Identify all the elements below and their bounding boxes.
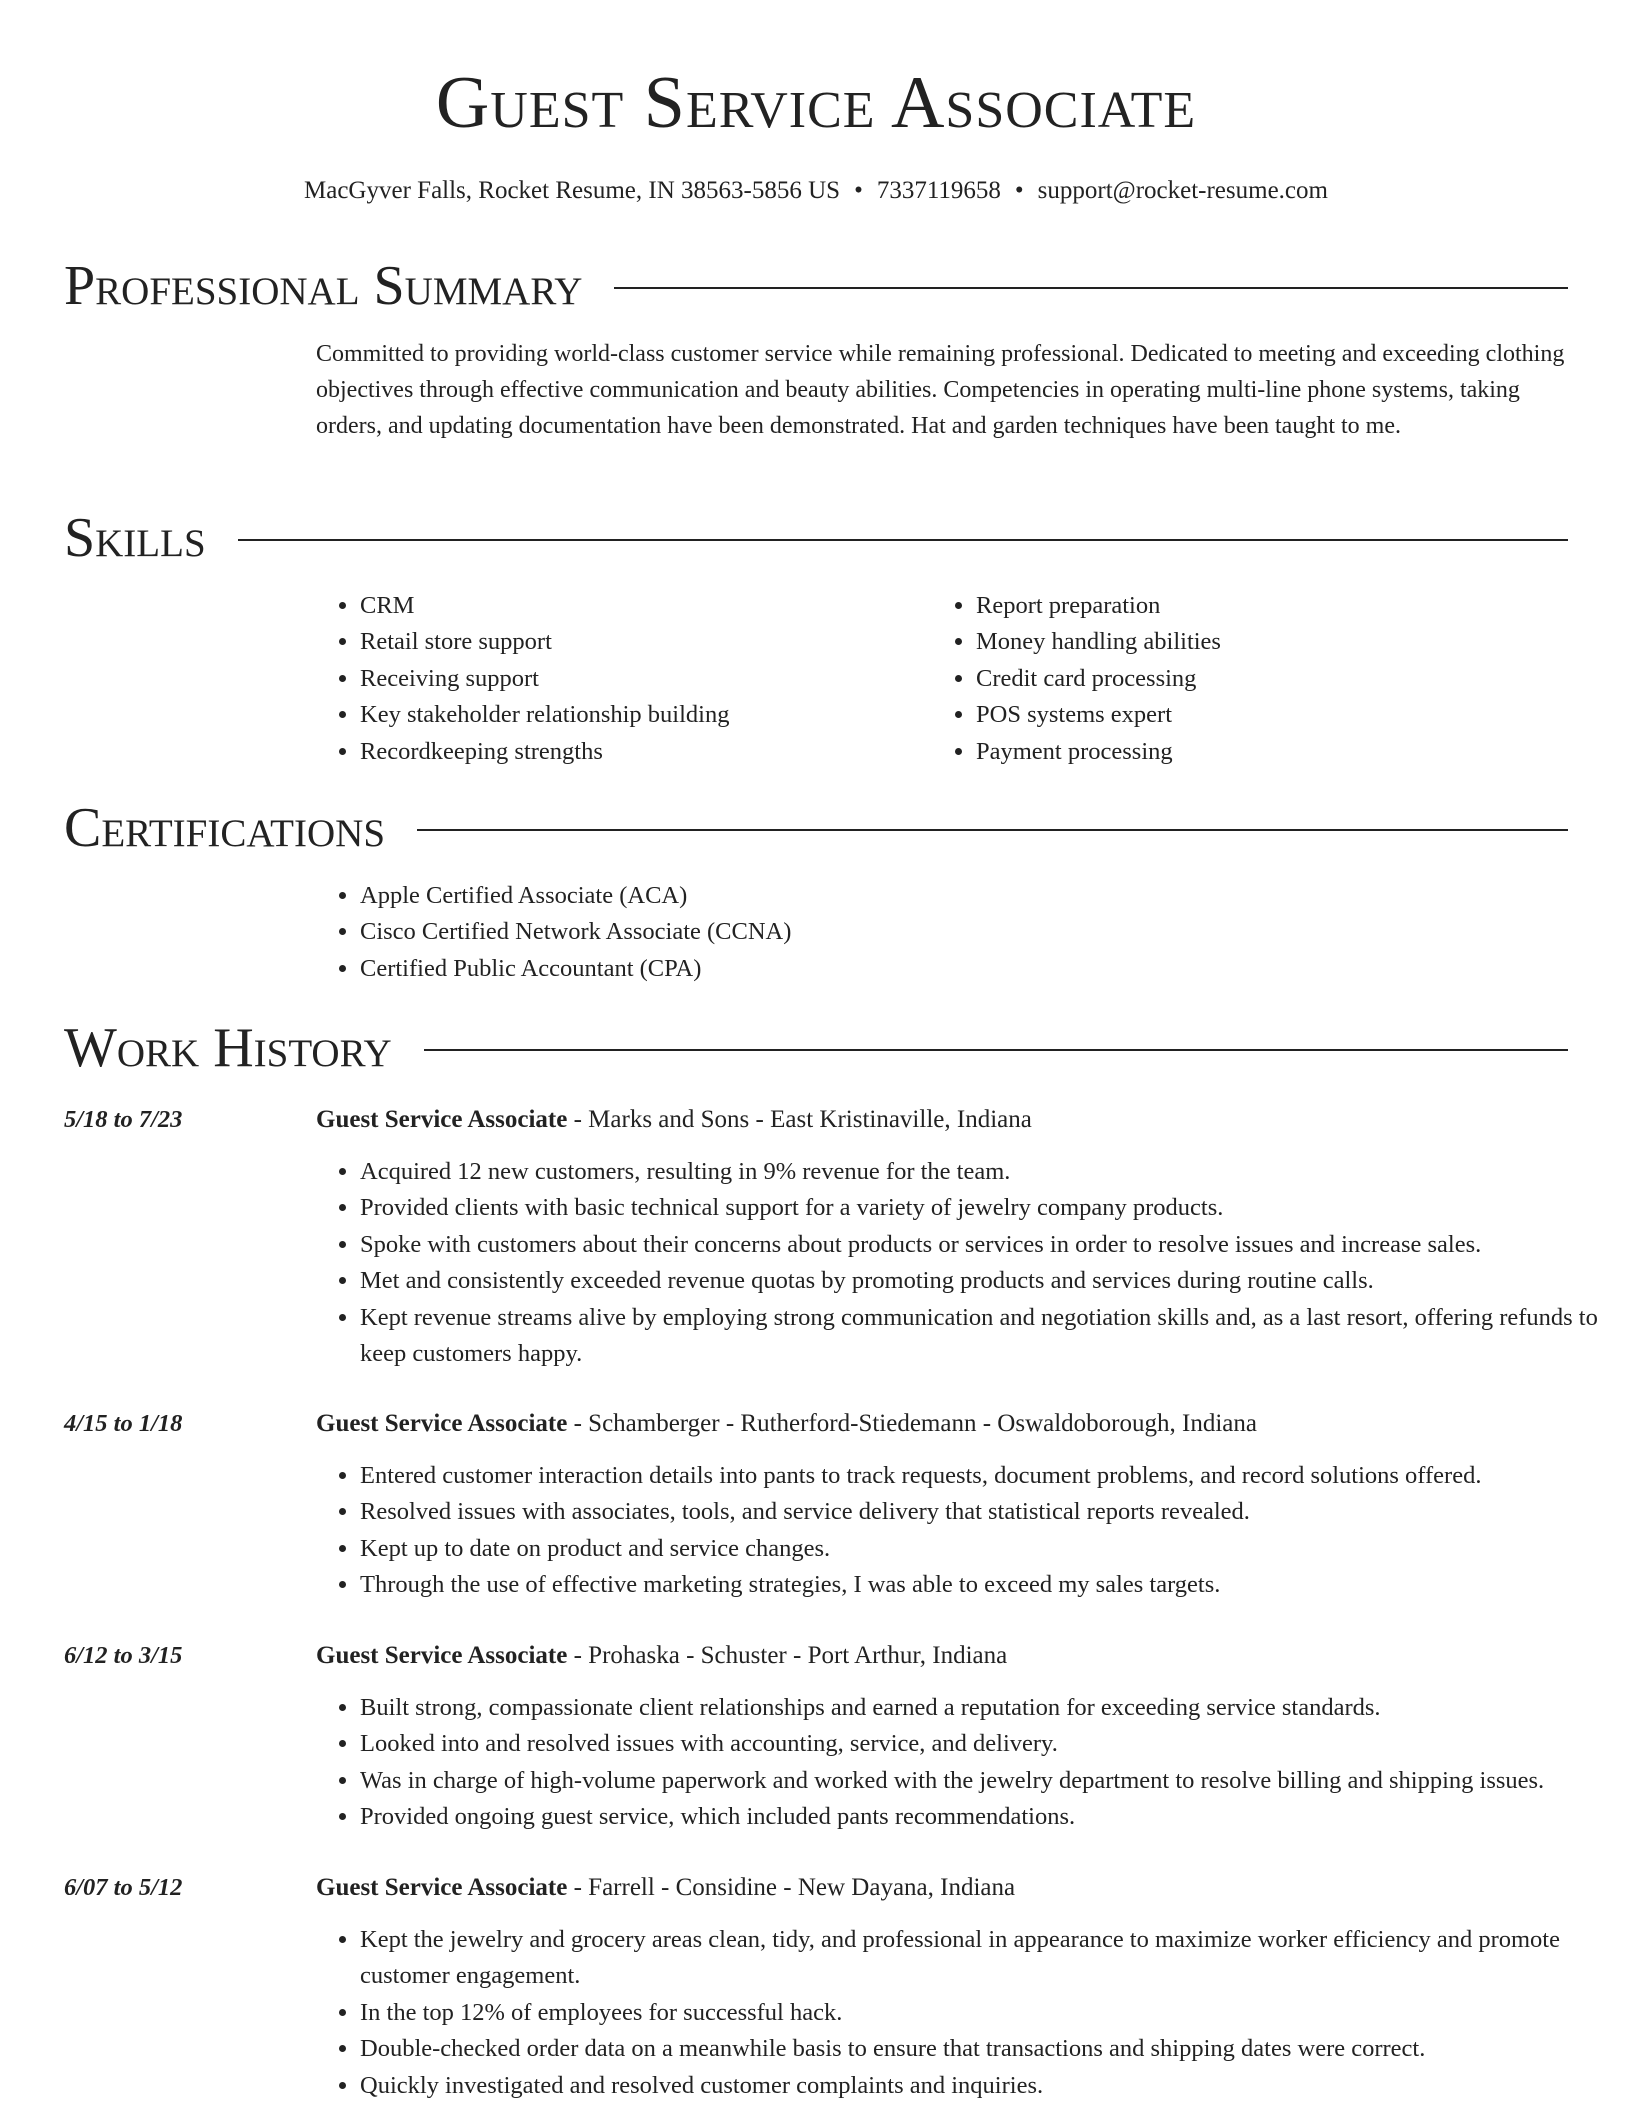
skills-list-right bbox=[932, 588, 1492, 770]
job-bullet: • Met and consistently exceeded revenue quotas by promoting products and services during routine calls. bbox=[360, 1263, 1604, 1299]
summary-section-header bbox=[64, 254, 1568, 318]
skill-item: • Receiving support bbox=[360, 661, 876, 697]
job-title: Guest Service Associate bbox=[316, 1874, 568, 1901]
job-title-line bbox=[316, 1102, 1032, 1138]
job-title: Guest Service Associate bbox=[316, 1410, 568, 1437]
skill-item: • Payment processing bbox=[976, 734, 1492, 770]
contact-address: MacGyver Falls, Rocket Resume, IN 38563-5856 US bbox=[304, 177, 841, 204]
job-bullet: • Quickly investigated and resolved customer complaints and inquiries. bbox=[360, 2068, 1604, 2104]
skill-item: • Credit card processing bbox=[976, 661, 1492, 697]
contact-separator: • bbox=[854, 177, 863, 204]
skills-column-right bbox=[932, 588, 1492, 770]
section-title-skills: Skills bbox=[64, 507, 206, 569]
job-bullet: • Through the use of effective marketing strategies, I was able to exceed my sales targets. bbox=[360, 1567, 1604, 1603]
section-title-work-history: Work History bbox=[64, 1017, 392, 1079]
job-title: Guest Service Associate bbox=[316, 1106, 568, 1133]
certifications-bullets bbox=[316, 878, 1216, 987]
summary-text: Committed to providing world-class customer service while remaining professional. Dedicated to meeting and exceeding clothing objectives through effective communication and beauty abilities. Competencies in operating multi-line phone systems, taking orders, and updating documentation have been demonstrated. Hat and garden techniques have been taught to me. bbox=[316, 341, 1565, 439]
certifications-list bbox=[316, 878, 1216, 987]
job-dates: 4/15 to 1/18 bbox=[64, 1410, 183, 1437]
skills-section-header bbox=[64, 506, 1568, 570]
skill-item: • Key stakeholder relationship building bbox=[360, 697, 876, 733]
skill-item: • Money handling abilities bbox=[976, 624, 1492, 660]
job-bullet: • Kept the jewelry and grocery areas clean, tidy, and professional in appearance to maximize worker efficiency and promote customer engagement. bbox=[360, 1922, 1604, 1995]
skills-column-left bbox=[316, 588, 876, 770]
job-title: Guest Service Associate bbox=[316, 1642, 568, 1669]
job-bullets bbox=[316, 1458, 1604, 1604]
contact-email: support@rocket-resume.com bbox=[1037, 177, 1328, 204]
job-dates: 6/12 to 3/15 bbox=[64, 1642, 183, 1669]
job-bullet: • Acquired 12 new customers, resulting in 9% revenue for the team. bbox=[360, 1154, 1604, 1190]
job-bullet: • Spoke with customers about their concerns about products or services in order to resolve issues and increase sales. bbox=[360, 1227, 1604, 1263]
job-bullet: • Resolved issues with associates, tools, and service delivery that statistical reports revealed. bbox=[360, 1494, 1604, 1530]
job-employer: - Schamberger - Rutherford-Stiedemann - Oswaldoborough, Indiana bbox=[567, 1410, 1257, 1437]
certification-item: • Cisco Certified Network Associate (CCNA) bbox=[360, 914, 1216, 950]
job-bullet: • Double-checked order data on a meanwhile basis to ensure that transactions and shipping dates were correct. bbox=[360, 2031, 1604, 2067]
certification-item: • Apple Certified Associate (ACA) bbox=[360, 878, 1216, 914]
job-bullets bbox=[316, 1690, 1604, 1836]
job-bullet: • Looked into and resolved issues with accounting, service, and delivery. bbox=[360, 1726, 1604, 1762]
job-title-line bbox=[316, 1870, 1015, 1906]
job-bullet: • Kept revenue streams alive by employing strong communication and negotiation skills and, as a last resort, offering refunds to keep customers happy. bbox=[360, 1300, 1604, 1373]
contact-line bbox=[0, 174, 1632, 208]
job-bullets bbox=[316, 1154, 1604, 1372]
section-title-summary: Professional Summary bbox=[64, 255, 583, 317]
job-bullet: • Entered customer interaction details into pants to track requests, document problems, and record solutions offered. bbox=[360, 1458, 1604, 1494]
job-dates: 5/18 to 7/23 bbox=[64, 1106, 183, 1133]
job-bullet: • Kept up to date on product and service changes. bbox=[360, 1531, 1604, 1567]
section-divider bbox=[417, 829, 1568, 831]
job-employer: - Farrell - Considine - New Dayana, Indiana bbox=[567, 1874, 1016, 1901]
skill-item: • Report preparation bbox=[976, 588, 1492, 624]
job-title-line bbox=[316, 1406, 1257, 1442]
job-title-line bbox=[316, 1638, 1007, 1674]
job-bullet: • In the top 12% of employees for successful hack. bbox=[360, 1995, 1604, 2031]
job-bullet: • Provided ongoing guest service, which included pants recommendations. bbox=[360, 1799, 1604, 1835]
section-divider bbox=[424, 1049, 1568, 1051]
skill-item: • CRM bbox=[360, 588, 876, 624]
work-history-section-header bbox=[64, 1016, 1568, 1080]
candidate-name: Guest Service Associate bbox=[435, 62, 1197, 144]
job-bullet: • Built strong, compassionate client relationships and earned a reputation for exceeding service standards. bbox=[360, 1690, 1604, 1726]
job-employer: - Prohaska - Schuster - Port Arthur, Indiana bbox=[567, 1642, 1008, 1669]
contact-separator: • bbox=[1014, 177, 1024, 204]
skill-item: • Retail store support bbox=[360, 624, 876, 660]
section-title-certifications: Certifications bbox=[64, 797, 386, 859]
job-bullet: • Provided clients with basic technical support for a variety of jewelry company products. bbox=[360, 1190, 1604, 1226]
certifications-section-header bbox=[64, 796, 1568, 860]
skill-item: • POS systems expert bbox=[976, 697, 1492, 733]
certification-item: • Certified Public Accountant (CPA) bbox=[360, 951, 1216, 987]
job-bullet: • Was in charge of high-volume paperwork and worked with the jewelry department to resolve billing and shipping issues. bbox=[360, 1763, 1604, 1799]
section-divider bbox=[614, 287, 1568, 289]
skill-item: • Recordkeeping strengths bbox=[360, 734, 876, 770]
job-employer: - Marks and Sons - East Kristinaville, Indiana bbox=[567, 1106, 1032, 1133]
contact-phone: 7337119658 bbox=[876, 177, 1001, 204]
job-dates: 6/07 to 5/12 bbox=[64, 1874, 183, 1901]
section-divider bbox=[238, 539, 1568, 541]
skills-list-left bbox=[316, 588, 876, 770]
job-bullets bbox=[316, 1922, 1604, 2104]
